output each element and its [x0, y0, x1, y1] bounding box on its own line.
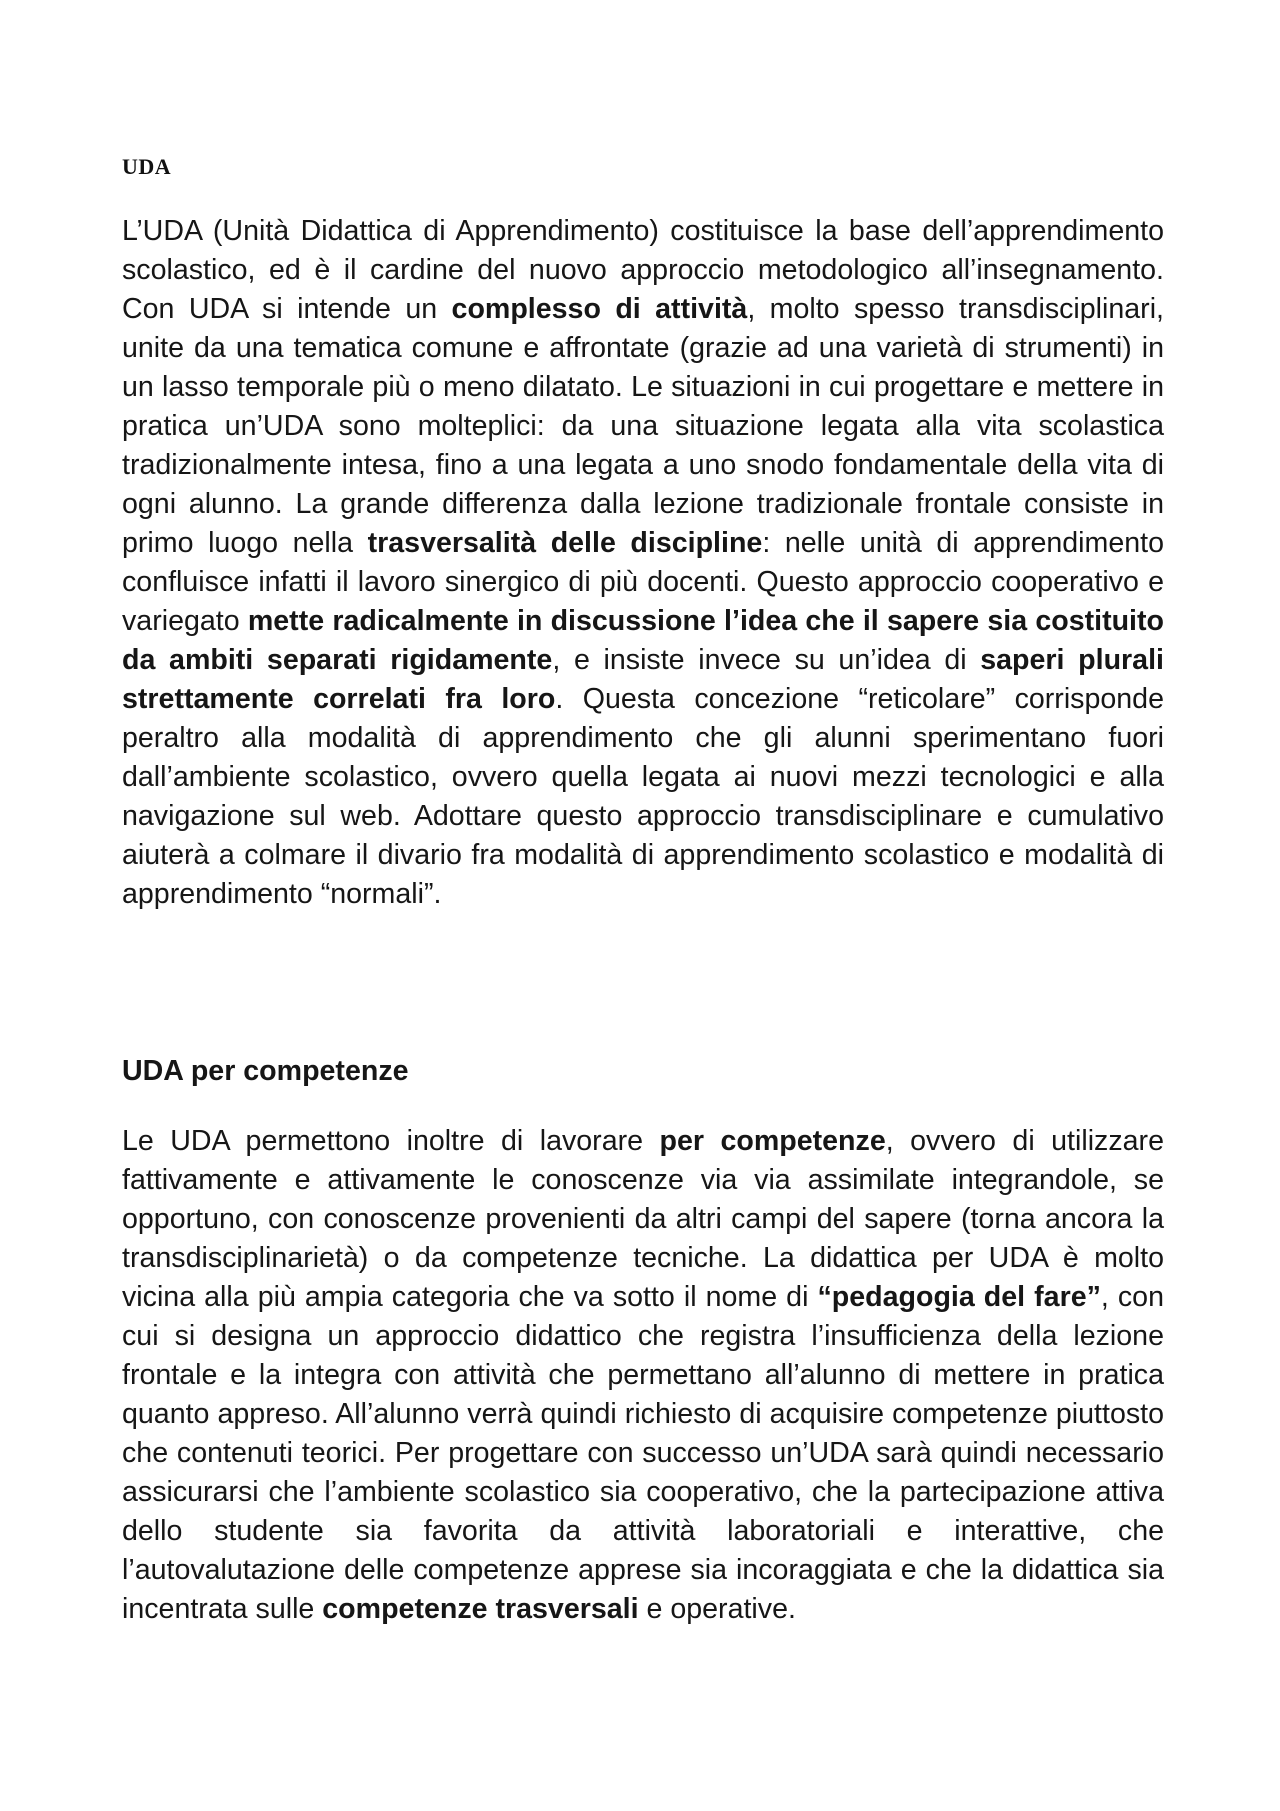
section-title: UDA per competenze [122, 1055, 409, 1087]
document-title: UDA [122, 154, 172, 179]
bold-run: “pedagogia del fare” [817, 1281, 1101, 1313]
bold-run: per competenze [659, 1125, 886, 1157]
text-run: , ovvero di utilizzare fattivamente e attivamente le conoscenze via via assimilate integrandole, se opportuno, con conoscenze provenienti da altri campi del sapere (torna ancora la transdisciplinarietà) o da competenze tecniche. La didattica per UDA è molto vicina alla più ampia categoria che va sotto il nome di [122, 1125, 1164, 1313]
text-run: Le UDA permettono inoltre di lavorare [122, 1125, 660, 1157]
competenze-paragraph [122, 1122, 1164, 1629]
text-run: : nelle unità di apprendimento confluisce infatti il lavoro sinergico di più docenti. Questo approccio cooperativo e variegato [122, 527, 1164, 637]
text-run: , molto spesso transdisciplinari, unite da una tematica comune e affrontate (grazie ad una varietà di strumenti) in un lasso temporale più o meno dilatato. Le situazioni in cui progettare e mettere in pratica un’UDA sono molteplici: da una situazione legata alla vita scolastica tradizionalmente intesa, fino a una legata a uno snodo fondamentale della vita di ogni alunno. La grande differenza dalla lezione tradizionale frontale consiste in primo luogo nella [122, 293, 1164, 559]
bold-run: saperi plurali strettamente correlati fra loro [122, 644, 1164, 715]
bold-run: complesso di attività [451, 293, 748, 325]
bold-run: trasversalità delle discipline [367, 527, 763, 559]
text-run: e operative. [638, 1593, 796, 1625]
text-run: , con cui si designa un approccio didattico che registra l’insufficienza della lezione frontale e la integra con attività che permettano all’alunno di mettere in pratica quanto appreso. All’alunno verrà quindi richiesto di acquisire competenze piuttosto che contenuti teorici. Per progettare con successo un’UDA sarà quindi necessario assicurarsi che l’ambiente scolastico sia cooperativo, che la partecipazione attiva dello studente sia favorita da attività laboratoriali e interattive, che l’autovalutazione delle competenze apprese sia incoraggiata e che la didattica sia incentrata sulle [122, 1281, 1164, 1625]
bold-run: competenze trasversali [322, 1593, 639, 1625]
text-run: . Questa concezione “reticolare” corrisponde peraltro alla modalità di apprendimento che gli alunni sperimentano fuori dall’ambiente scolastico, ovvero quella legata ai nuovi mezzi tecnologici e alla navigazione sul web. Adottare questo approccio transdisciplinare e cumulativo aiuterà a colmare il divario fra modalità di apprendimento scolastico e modalità di apprendimento “normali”. [122, 683, 1164, 910]
text-run: , e insiste invece su un’idea di [552, 644, 981, 676]
intro-paragraph [122, 212, 1164, 914]
text-run: L’UDA (Unità Didattica di Apprendimento) costituisce la base dell’apprendimento scolastico, ed è il cardine del nuovo approccio metodologico all’insegnamento. Con UDA si intende un [122, 215, 1164, 325]
bold-run: mette radicalmente in discussione l’idea che il sapere sia costituito da ambiti separati rigidamente [122, 605, 1164, 676]
